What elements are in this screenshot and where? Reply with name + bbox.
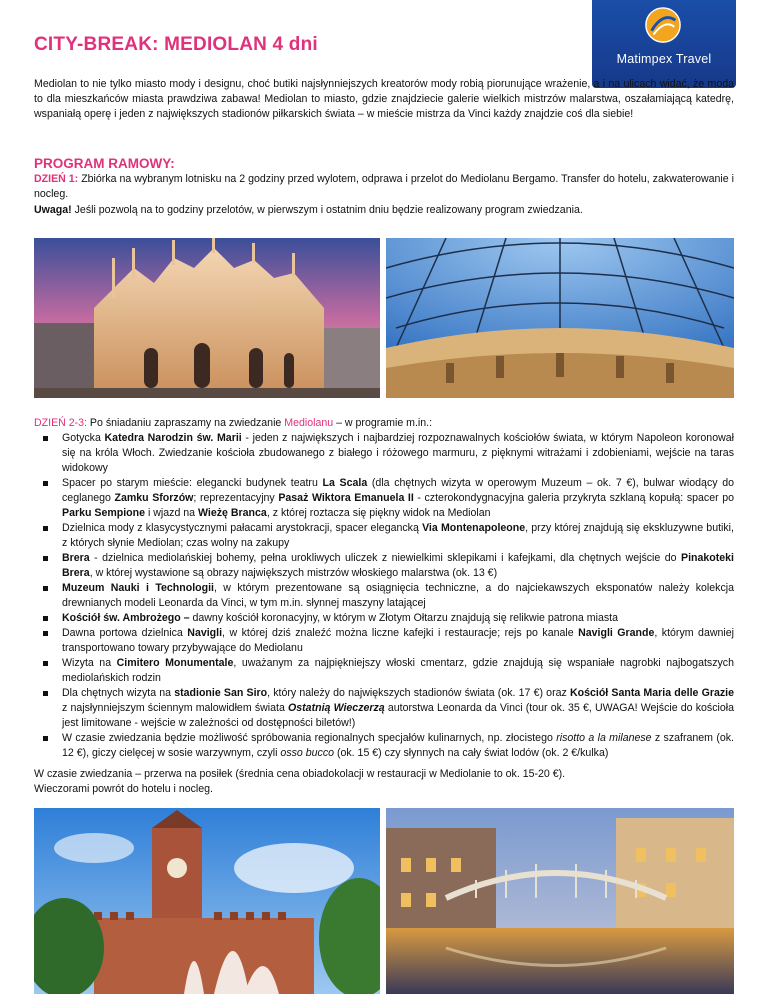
day1-note <box>34 203 734 218</box>
program-list <box>34 431 734 761</box>
day1-text: Zbiórka na wybranym lotnisku na 2 godziny przed wylotem, odprawa i przelot do Mediolanu Bergamo. Transfer do hotelu, zakwaterowanie i nocleg. <box>34 173 734 200</box>
list-item: Dla chętnych wizyta na stadionie San Siro, który należy do największych stadionów świata (ok. 17 €) oraz Kościół Santa Maria delle Grazie z najsłynniejszym ściennym malowidłem świata Ostatnią Wieczerzą autorstwa Leonarda da Vinci (tour ok. 35 €, UWAGA! Wejście do kościoła jest limitowane - wejście w zależności od dostępności biletów!) <box>34 686 734 731</box>
navigli-photo <box>386 808 734 994</box>
list-item: Gotycka Katedra Narodzin św. Marii - jeden z największych i najbardziej rozpoznawalnych kościołów świata, w którym Napoleon koronował się na króla Włoch. Zwiedzanie kościoła zbudowanego z białego i różowego marmuru, z pięknymi witrażami i zdobieniami, wejście na taras widokowy <box>34 431 734 476</box>
page-title: CITY-BREAK: MEDIOLAN 4 dni <box>34 34 318 55</box>
day1-paragraph <box>34 172 734 202</box>
list-item: Brera - dzielnica mediolańskiej bohemy, pełna urokliwych uliczek z niewielkimi sklepikami i kafejkami, dla chętnych wejście do Pinakoteki Brera, w której wystawione są obrazy największych mistrzów włoskiego malarstwa (ok. 13 €) <box>34 551 734 581</box>
day23-lead-b: – w programie m.in.: <box>333 417 433 429</box>
day1-note-text: Jeśli pozwolą na to godziny przelotów, w pierwszym i ostatnim dniu będzie realizowany program zwiedzania. <box>71 204 583 216</box>
list-item: Wizyta na Cimitero Monumentale, uważanym za najpiękniejszy włoski cmentarz, gdzie znajdują się wspaniałe nagrobki najbogatszych mediolańskich rodzin <box>34 656 734 686</box>
duomo-photo <box>34 238 380 398</box>
after-paragraph-2: Wieczorami powrót do hotelu i nocleg. <box>34 783 214 795</box>
castle-photo <box>34 808 380 994</box>
logo-text: Matimpex Travel <box>616 52 712 66</box>
day23-label: DZIEŃ 2-3: <box>34 417 87 429</box>
program-title: PROGRAM RAMOWY: <box>34 156 175 171</box>
list-item: Dzielnica mody z klasycystycznymi pałacami arystokracji, spacer elegancką Via Montenapoleone, przy której znajdują się ekskluzywne butiki, z których słynie Mediolan; czas wolny na zakupy <box>34 521 734 551</box>
list-item: Muzeum Nauki i Technologii, w którym prezentowane są osiągnięcia techniczne, a do najciekawszych eksponatów należy kolekcja drewnianych modeli Leonarda da Vinci, w tym m.in. słynnej maszyny latającej <box>34 581 734 611</box>
day1-label: DZIEŃ 1: <box>34 173 79 185</box>
day23-lead <box>34 416 734 431</box>
galleria-photo <box>386 238 734 398</box>
list-item: Dawna portowa dzielnica Navigli, w której dziś znaleźć można liczne kafejki i restauracje; rejs po kanale Navigli Grande, którym dawniej transportowano towary przybywające do Mediolanu <box>34 626 734 656</box>
day1-note-label: Uwaga! <box>34 204 72 216</box>
list-item: Kościół św. Ambrożego – dawny kościół koronacyjny, w którym w Złotym Ołtarzu znajdują się relikwie patrona miasta <box>34 611 734 626</box>
intro-paragraph: Mediolan to nie tylko miasto mody i designu, choć butiki najsłynniejszych kreatorów mody robią piorunujące wrażenie, a i na ulicach widać, że moda to dla mieszkańców miasta prawdziwa zabawa! Mediolan to miasto, gdzie znajdziecie galerie wielkich mistrzów malarstwa, oszałamiającą katedrę, wspaniałą operę i jeden z największych stadionów piłkarskich świata – w mieście mistrza da Vinci każdy znajdzie coś dla siebie! <box>34 78 734 120</box>
program-list-container <box>34 431 734 761</box>
company-logo <box>592 0 736 88</box>
logo-sun-icon <box>644 6 682 44</box>
after-paragraph-1: W czasie zwiedzania – przerwa na posiłek (średnia cena obiadokolacji w restauracji w Mediolanie to ok. 15-20 €). <box>34 768 566 780</box>
day23-city: Mediolanu <box>284 417 334 429</box>
list-item: W czasie zwiedzania będzie możliwość spróbowania regionalnych specjałów kulinarnych, np. złocistego risotto a la milanese z szafranem (ok. 12 €), giczy cielęcej w sosie warzywnym, czyli osso bucco (ok. 15 €) czy słynnych na cały świat lodów (ok. 2 €/kulka) <box>34 731 734 761</box>
list-item: Spacer po starym mieście: elegancki budynek teatru La Scala (dla chętnych wizyta w operowym Muzeum – ok. 7 €), bulwar wiodący do ceglanego Zamku Sforzów; reprezentacyjny Pasaż Wiktora Emanuela II - czterokondygnacyjna galeria przykryta szklaną kopułą: spacer po Parku Sempione i wjazd na Wieżę Branca, z której roztacza się piękny widok na Mediolan <box>34 476 734 521</box>
day23-lead-a: Po śniadaniu zapraszamy na zwiedzanie <box>86 417 285 429</box>
